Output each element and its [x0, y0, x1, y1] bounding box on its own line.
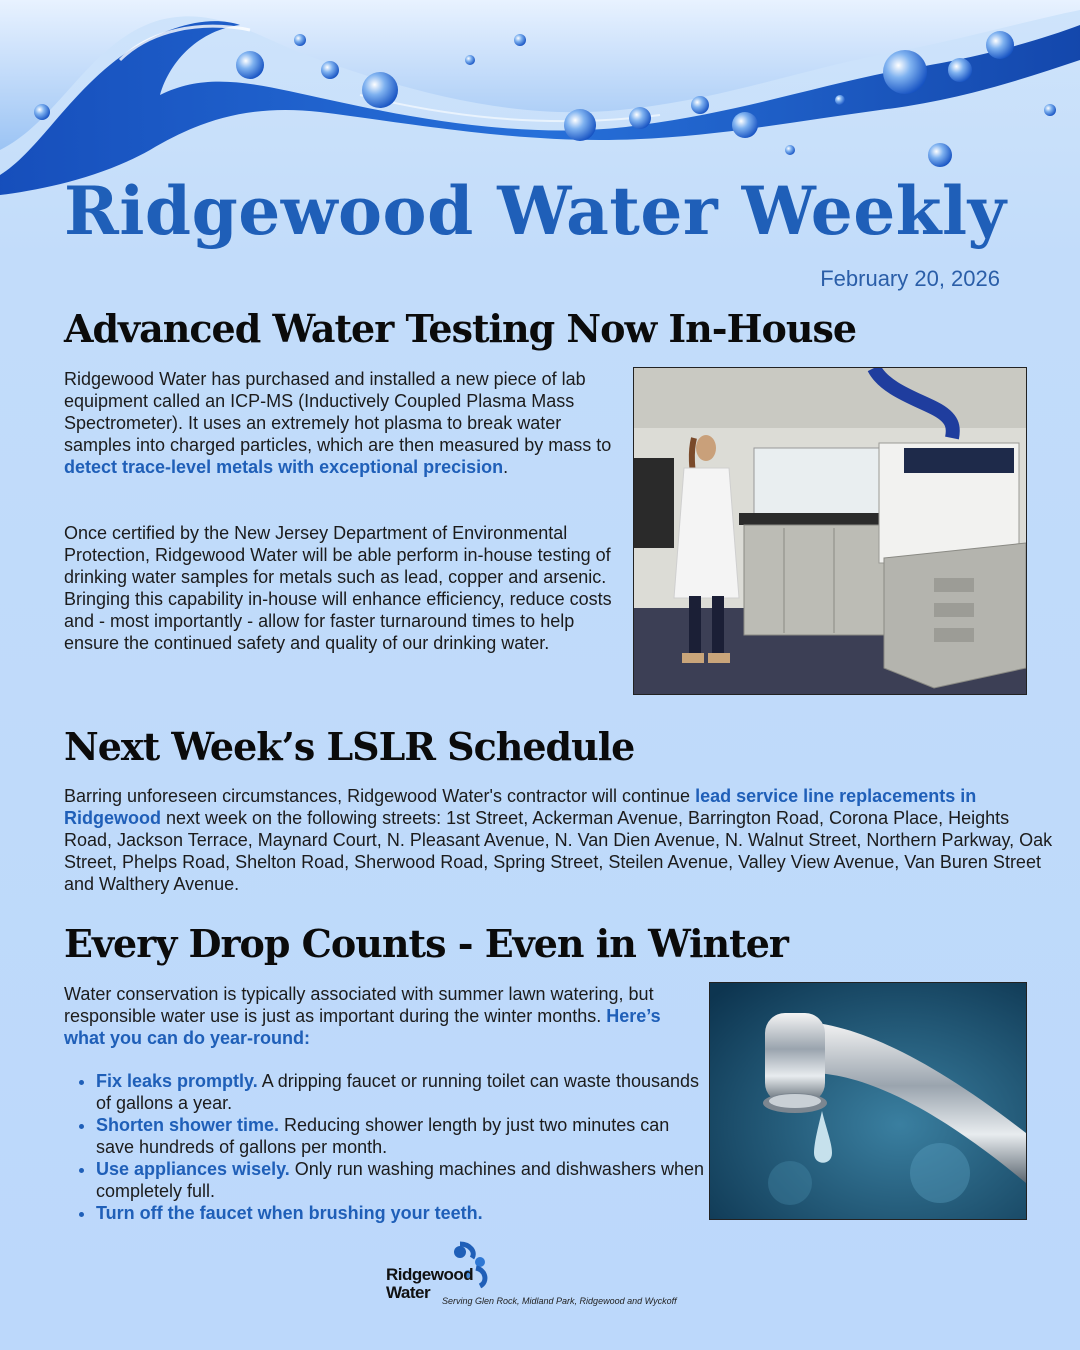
conservation-intro-highlight: Here’s what you can do year-round:	[64, 1006, 661, 1048]
conservation-intro: Water conservation is typically associated with summer lawn watering, but responsible water use is just as important during the winter months. Here’s what you can do year-round:	[64, 984, 661, 1048]
newsletter-date: February 20, 2026	[820, 266, 1000, 291]
list-item: • Shorten shower time. Reducing shower length by just two minutes can save hundreds of gallons per month.	[96, 1114, 706, 1158]
lab-photo-illustration	[634, 368, 1026, 694]
water-testing-paragraph-2: Once certified by the New Jersey Department of Environmental Protection, Ridgewood Water will be able perform in-house testing of drinking water samples for metals such as lead, copper and arsenic. Bringing this capability in-house will enhance efficiency, reduce costs and - most importantly - allow for faster turnaround times to help ensure the continued safety and quality of our drinking water.	[64, 523, 612, 653]
lslr-highlight: lead service line replacements in Ridgewood	[64, 786, 977, 828]
logo-wordmark: Ridgewood Water	[386, 1265, 474, 1302]
logo-tagline: Serving Glen Rock, Midland Park, Ridgewood and Wyckoff	[442, 1296, 677, 1306]
lab-equipment-photo	[633, 367, 1027, 695]
ridgewood-water-logo	[384, 1240, 677, 1310]
section-heading-conservation: Every Drop Counts - Even in Winter	[64, 921, 788, 966]
list-item: • Fix leaks promptly. A dripping faucet or running toilet can waste thousands of gallons a year.	[96, 1070, 706, 1114]
water-wave-banner	[0, 0, 1080, 200]
list-item: • Use appliances wisely. Only run washing machines and dishwashers when completely full.	[96, 1158, 706, 1202]
newsletter-title: Ridgewood Water Weekly	[64, 172, 1007, 250]
dripping-faucet-photo	[709, 982, 1027, 1220]
conservation-tips-list	[64, 1070, 706, 1224]
faucet-photo-illustration	[710, 983, 1026, 1219]
section-heading-lslr-schedule: Next Week’s LSLR Schedule	[64, 724, 635, 769]
section-heading-water-testing: Advanced Water Testing Now In-House	[64, 306, 857, 351]
water-testing-highlight: detect trace-level metals with exceptional precision	[64, 457, 504, 477]
list-item: • Turn off the faucet when brushing your teeth.	[96, 1202, 706, 1224]
water-testing-paragraph-1: Ridgewood Water has purchased and installed a new piece of lab equipment called an ICP-MS (Inductively Coupled Plasma Mass Spectrometer). It uses an extremely hot plasma to break water samples into charged particles, which are then measured by mass to detect trace-level metals with exceptional precision.	[64, 369, 612, 477]
lslr-schedule-paragraph: Barring unforeseen circumstances, Ridgewood Water's contractor will continue lead service line replacements in Ridgewood next week on the following streets: 1st Street, Ackerman Avenue, Barrington Road, Corona Place, Heights Road, Jackson Terrace, Maynard Court, N. Pleasant Avenue, N. Van Dien Avenue, N. Walnut Street, Northern Parkway, Oak Street, Phelps Road, Shelton Road, Sherwood Road, Spring Street, Steilen Avenue, Valley View Avenue, Van Buren Street and Walthery Avenue.	[64, 786, 1053, 894]
